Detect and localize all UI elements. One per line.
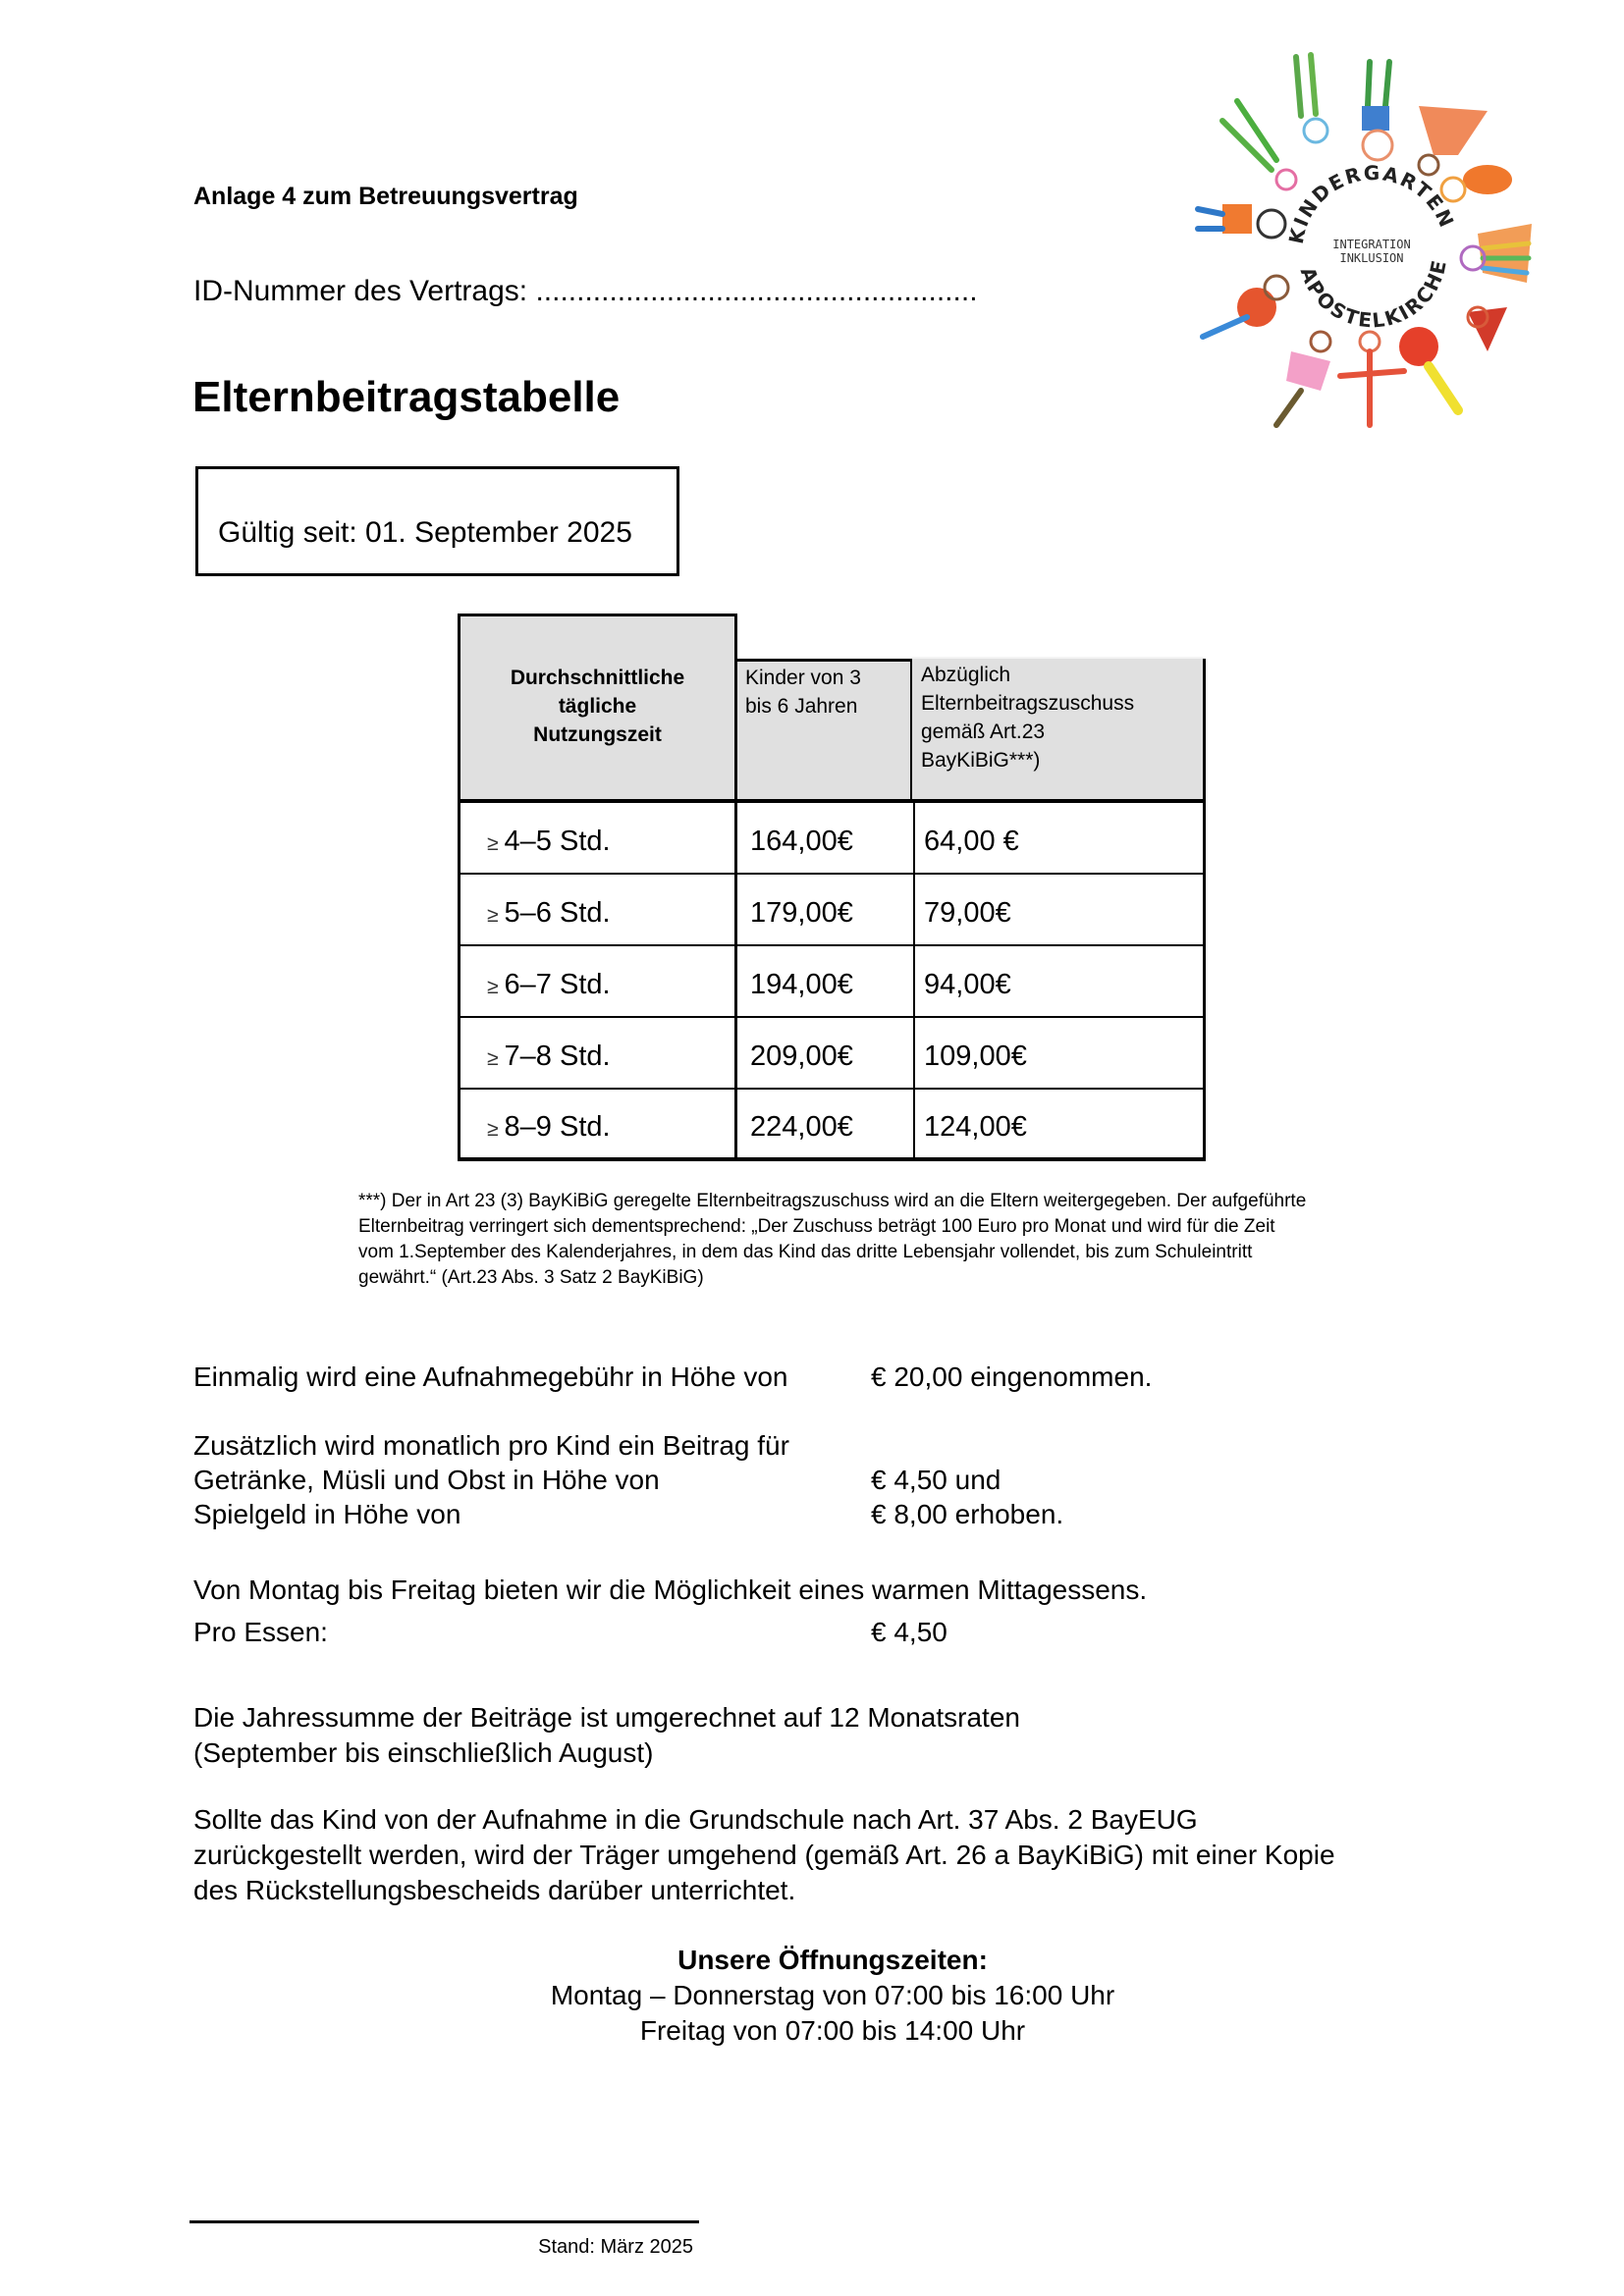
fee-cell: 224,00€	[740, 1090, 915, 1157]
page-title: Elternbeitragstabelle	[192, 373, 621, 421]
header-usage-time-line: Nutzungszeit	[533, 722, 662, 746]
svg-text:INKLUSION: INKLUSION	[1339, 251, 1404, 265]
usage-time: 4–5 Std.	[504, 826, 611, 857]
after-subsidy-cell: 109,00€	[924, 1041, 1027, 1072]
annex-label: Anlage 4 zum Betreuungsvertrag	[193, 183, 578, 210]
header-subsidy-line: Elternbeitragszuschuss	[921, 692, 1135, 715]
valid-from-box	[195, 466, 679, 576]
footer-divider	[189, 2220, 699, 2223]
opening-hours-fri: Freitag von 07:00 bis 14:00 Uhr	[639, 2015, 1026, 2046]
header-subsidy-line: Abzüglich	[921, 664, 1011, 686]
fee-cell: 179,00€	[740, 875, 915, 944]
svg-text:APOSTELKIRCHE: APOSTELKIRCHE	[1295, 256, 1452, 333]
fee-cell: 209,00€	[740, 1018, 915, 1088]
after-subsidy-cell: 79,00€	[924, 897, 1011, 929]
deferral-line: Sollte das Kind von der Aufnahme in die Grundschule nach Art. 37 Abs. 2 BayEUG	[193, 1804, 1198, 1835]
header-usage-time-line: Durchschnittliche	[510, 666, 685, 689]
after-subsidy-cell: 64,00 €	[924, 826, 1019, 857]
usage-time: 6–7 Std.	[504, 969, 611, 1000]
after-subsidy-cell: 124,00€	[924, 1111, 1027, 1143]
greater-equal-icon: ≥	[487, 831, 499, 855]
kindergarten-logo-icon	[1193, 47, 1546, 435]
usage-time: 7–8 Std.	[504, 1041, 611, 1072]
meal-label: Pro Essen:	[193, 1617, 328, 1647]
usage-time-cell	[460, 803, 737, 873]
footnote-line: vom 1.September des Kalenderjahres, in dem das Kind das dritte Lebensjahr vollendet, bis zum Schuleintritt	[358, 1242, 1253, 1262]
fee-table	[458, 614, 1206, 1159]
play-money-label: Spielgeld in Höhe von	[193, 1499, 461, 1529]
table-row	[458, 946, 1206, 1018]
greater-equal-icon: ≥	[487, 1117, 499, 1141]
footnote-line: ***) Der in Art 23 (3) BayKiBiG geregelte Elternbeitragszuschuss wird an die Eltern weitergegeben. Der aufgeführte	[358, 1191, 1307, 1211]
opening-hours-title: Unsere Öffnungszeiten:	[677, 1945, 988, 1975]
admission-fee-label: Einmalig wird eine Aufnahmegebühr in Höhe von	[193, 1362, 788, 1392]
header-children-line: bis 6 Jahren	[745, 695, 858, 718]
lunch-text: Von Montag bis Freitag bieten wir die Möglichkeit eines warmen Mittagessens.	[193, 1575, 1148, 1605]
drinks-label: Getränke, Müsli und Obst in Höhe von	[193, 1465, 660, 1495]
monthly-intro: Zusätzlich wird monatlich pro Kind ein Beitrag für	[193, 1430, 789, 1461]
table-row	[458, 1090, 1206, 1161]
fee-cell: 164,00€	[740, 803, 915, 873]
table-row	[458, 875, 1206, 946]
footnote	[358, 1189, 1478, 1291]
usage-time-cell	[460, 875, 737, 944]
deferral-line: des Rückstellungsbescheids darüber unterrichtet.	[193, 1875, 796, 1905]
contract-id-line	[193, 275, 978, 308]
footnote-line: Elternbeitrag verringert sich dementsprechend: „Der Zuschuss beträgt 100 Euro pro Monat und wird für die Zeit	[358, 1216, 1275, 1237]
svg-text:KINDERGARTEN: KINDERGARTEN	[1283, 160, 1460, 246]
header-subsidy-line: BayKiBiG***)	[921, 749, 1041, 772]
table-row	[458, 1018, 1206, 1090]
meal-value: € 4,50	[871, 1617, 947, 1647]
greater-equal-icon: ≥	[487, 975, 499, 998]
svg-text:INTEGRATION: INTEGRATION	[1332, 238, 1411, 251]
admission-fee-value: € 20,00 eingenommen.	[871, 1362, 1153, 1392]
contract-id-field[interactable]: ......................................................	[535, 275, 978, 307]
usage-time: 5–6 Std.	[504, 897, 611, 929]
greater-equal-icon: ≥	[487, 1046, 499, 1070]
footnote-line: gewährt.“ (Art.23 Abs. 3 Satz 2 BayKiBiG)	[358, 1267, 704, 1288]
drinks-value: € 4,50 und	[871, 1465, 1001, 1495]
contract-id-label: ID-Nummer des Vertrags:	[193, 275, 528, 307]
table-row	[458, 803, 1206, 875]
after-subsidy-cell: 94,00€	[924, 969, 1011, 1000]
deferral-line: zurückgestellt werden, wird der Träger umgehend (gemäß Art. 26 a BayKiBiG) mit einer Kopie	[193, 1840, 1335, 1870]
valid-from-text: Gültig seit: 01. September 2025	[218, 516, 632, 549]
usage-time-cell	[460, 1090, 737, 1157]
usage-time: 8–9 Std.	[504, 1111, 611, 1143]
annual-sum-line: (September bis einschließlich August)	[193, 1737, 654, 1768]
usage-time-cell	[460, 946, 737, 1016]
usage-time-cell	[460, 1018, 737, 1088]
greater-equal-icon: ≥	[487, 903, 499, 927]
fee-cell: 194,00€	[740, 946, 915, 1016]
play-money-value: € 8,00 erhoben.	[871, 1499, 1064, 1529]
opening-hours-mon-thu: Montag – Donnerstag von 07:00 bis 16:00 Uhr	[550, 1980, 1115, 2010]
header-usage-time	[458, 614, 737, 801]
opening-hours	[194, 1943, 1471, 2049]
header-children-3-6	[737, 659, 912, 801]
header-minus-subsidy	[912, 659, 1206, 801]
header-children-line: Kinder von 3	[745, 667, 861, 689]
annual-sum-line: Die Jahressumme der Beiträge ist umgerechnet auf 12 Monatsraten	[193, 1702, 1020, 1733]
header-subsidy-line: gemäß Art.23	[921, 721, 1046, 743]
header-usage-time-line: tägliche	[558, 694, 637, 718]
document-status: Stand: März 2025	[538, 2236, 693, 2258]
